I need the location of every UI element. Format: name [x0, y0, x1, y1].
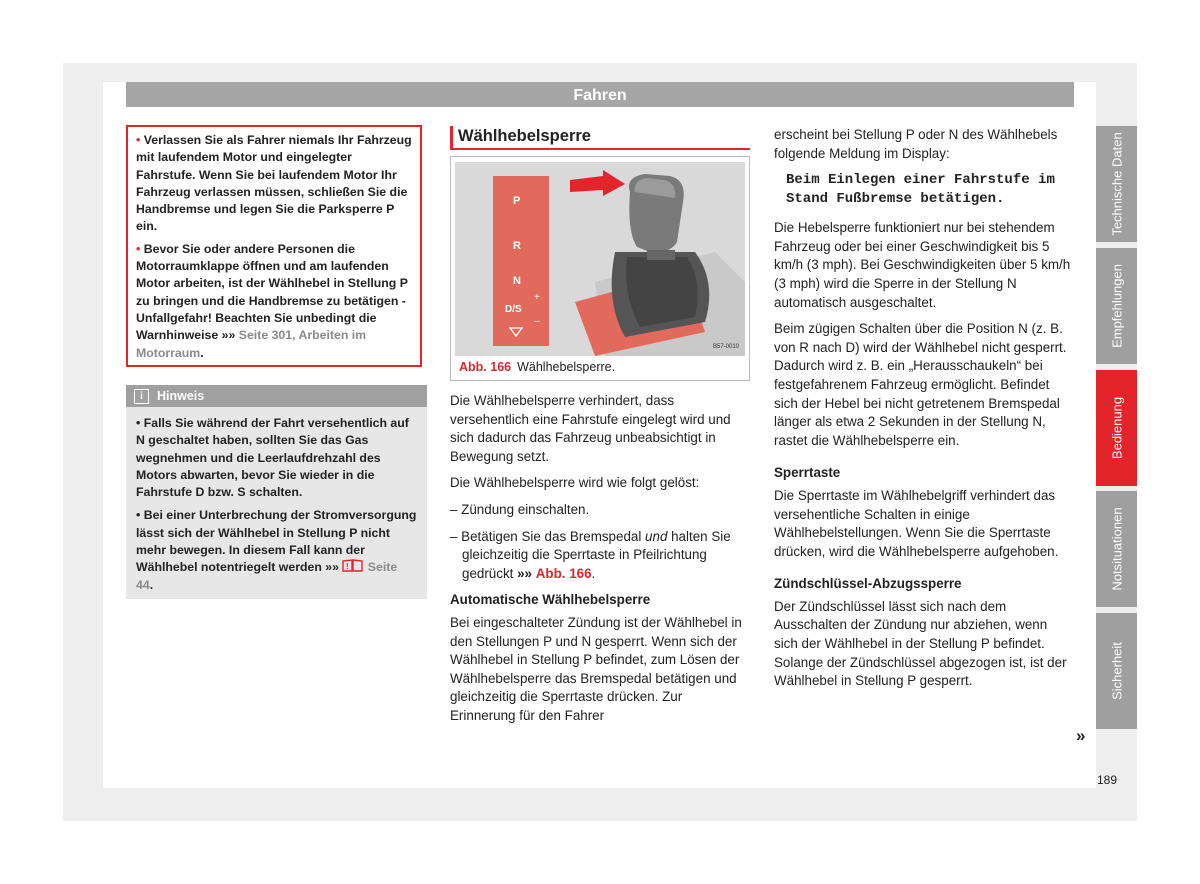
tab-empfehlungen[interactable]	[1096, 248, 1137, 364]
gear-label: +	[534, 292, 540, 303]
section-title-text: Wählhebelsperre	[458, 127, 591, 145]
display-message: Beim Einlegen einer Fahrstufe im Stand Fußbremse betätigen.	[786, 172, 1055, 208]
gear-panel	[493, 176, 549, 346]
step-item: – Betätigen Sie das Bremspedal und halten Sie gleichzeitig die Sperrtaste in Pfeilrichtung gedrückt »» Abb. 166.	[450, 528, 731, 581]
tab-label: Sicherheit	[1109, 642, 1124, 700]
tab-label: Empfehlungen	[1109, 264, 1124, 348]
warning-text: Verlassen Sie als Fahrer niemals Ihr Fahrzeug mit laufendem Motor und eingelegter Fahrstufe. Wenn Sie bei laufendem Motor Ihr Fahrzeug verlassen müssen, schließen Sie die Handbremse und legen Sie die Parksperre P ein.	[136, 133, 412, 234]
warning-item	[136, 132, 412, 236]
subheading: Zündschlüssel-Abzugssperre	[774, 576, 962, 592]
paragraph: Die Hebelsperre funktioniert nur bei stehendem Fahrzeug oder bei einer Geschwindigkeit bis 5 km/h (3 mph). Bei Geschwindigkeiten über 5 km/h (3 mph) wird die Sperre in der Stellung N automatisch ausgeschaltet.	[774, 220, 1071, 310]
gear-label: N	[513, 275, 521, 287]
selector-lever-illustration	[455, 162, 745, 356]
ref-arrow-icon: »»	[325, 560, 339, 575]
tab-notsituationen[interactable]	[1096, 491, 1137, 607]
figure-caption	[459, 360, 615, 374]
tab-sicherheit[interactable]	[1096, 613, 1137, 729]
figure-link[interactable]: Abb. 166	[535, 565, 592, 581]
continue-arrow-icon: »	[1076, 726, 1086, 745]
figure-166	[450, 156, 750, 381]
hint-link[interactable]: Seite 44	[136, 560, 398, 592]
paragraph: Der Zündschlüssel lässt sich nach dem Ausschalten der Zündung nur abziehen, wenn sich der Wählhebel in der Stellung P befindet. Solange der Zündschlüssel abgezogen ist, ist der Wählhebel in Stellung P gesperrt.	[774, 598, 1067, 689]
middle-column	[450, 392, 750, 734]
gear-label: D/S	[505, 304, 522, 315]
title-accent	[450, 126, 453, 148]
warning-link[interactable]: Seite 301, Arbeiten im Motorraum	[136, 328, 367, 360]
paragraph: Beim zügigen Schalten über die Position N (z. B. von R nach D) wird der Wählhebel nicht gesperrt. Dadurch wird z. B. ein „Herausschaukeln“ bei festgefahrenem Fahrzeug ermöglicht. Befindet sich der Hebel bei nicht getretenem Bremspedal länger als etwa 2 Sekunden in der Stellung N, rastet die Wählhebelsperre ein.	[774, 321, 1067, 448]
paragraph: Die Wählhebelsperre verhindert, dass versehentlich eine Fahrstufe eingelegt wird und sich dadurch das Fahrzeug unbeabsichtigt in Bewegung setzt.	[450, 393, 731, 464]
info-icon: i	[134, 389, 149, 404]
hint-box	[126, 385, 427, 599]
right-column	[774, 126, 1074, 699]
hint-header	[126, 385, 427, 407]
hint-item: • Falls Sie während der Fahrt versehentlich auf N geschaltet haben, sollten Sie das Gas wegnehmen und die Leerlaufdrehzahl des Motors abwarten, bevor Sie wieder in die Fahrstufe D bzw. S schalten.	[136, 416, 409, 500]
gear-label: P	[513, 195, 521, 207]
step-emphasis: und	[645, 528, 668, 544]
hint-end: .	[149, 577, 154, 592]
subheading: Sperrtaste	[774, 465, 841, 481]
tab-label: Technische Daten	[1109, 132, 1124, 236]
step-text: Zündung einschalten.	[461, 501, 590, 517]
paragraph: erscheint bei Stellung P oder N des Wählhebels folgende Meldung im Display:	[774, 127, 1058, 161]
paragraph: Bei eingeschalteter Zündung ist der Wählhebel in den Stellungen P und N gesperrt. Wenn sich der Wählhebel in Stellung P befindet, zum Lösen der Wählhebelsperre das Bremspedal betätigen und gleichzeitig die Sperrtaste drücken. Zur Erinnerung für den Fahrer	[450, 614, 742, 723]
hint-item: • Bei einer Unterbrechung der Stromversorgung lässt sich der Wählhebel in Stellung P nicht mehr bewegen. In diesem Fall kann der Wählhebel notentriegelt werden »» ! Seite 44.	[136, 508, 417, 592]
subheading: Automatische Wählhebelsperre	[450, 592, 651, 608]
warning-text: Bevor Sie oder andere Personen die Motorraumklappe öffnen und am laufenden Motor arbeiten, ist der Wählhebel in Stellung P zu bringen und die Handbremse zu betätigen - Unfallgefahr! Beachten Sie unbedingt die Warnhinweise	[136, 241, 408, 343]
warning-end: .	[200, 345, 204, 360]
chapter-header: Fahren	[126, 82, 1074, 107]
step-item: – Zündung einschalten.	[450, 501, 590, 517]
step-text: halten Sie gleichzeitig die Sperrtaste in Pfeilrichtung gedrückt	[462, 528, 731, 581]
book-warning-icon	[342, 559, 364, 572]
section-title	[450, 124, 750, 150]
figure-number: Abb. 166	[459, 360, 512, 374]
paragraph: Die Sperrtaste im Wählhebelgriff verhindert das versehentliche Schalten in einige Wählhebelstellungen. Wenn Sie die Sperrtaste drücken, wird die Wählhebelsperre aufgehoben.	[774, 487, 1059, 559]
hint-title: Hinweis	[157, 389, 205, 403]
bullet-icon: •	[136, 133, 141, 147]
ref-arrow-icon: »»	[517, 565, 532, 581]
figure-code: B57-0010	[713, 344, 740, 350]
bullet-icon: •	[136, 241, 141, 256]
tab-label: Notsituationen	[1109, 507, 1124, 591]
warning-item	[136, 241, 412, 362]
tab-label: Bedienung	[1109, 396, 1124, 460]
hint-text: Bei einer Unterbrechung der Stromversorgung lässt sich der Wählhebel in Stellung P nicht mehr bewegen. In diesem Fall kann der Wählhebel notentriegelt werden	[136, 508, 417, 575]
ref-arrow-icon: »»	[221, 328, 236, 343]
tab-bedienung[interactable]	[1096, 370, 1137, 486]
hint-text: Falls Sie während der Fahrt versehentlich auf N geschaltet haben, sollten Sie das Gas wegnehmen und die Leerlaufdrehzahl des Motors abwarten, bevor Sie wieder in die Fahrstufe D bzw. S schalten.	[136, 416, 409, 500]
figure-caption-text: Wählhebelsperre.	[517, 360, 616, 374]
tab-technische-daten[interactable]	[1096, 126, 1137, 242]
lever-drawing	[455, 162, 745, 356]
gear-label: R	[513, 240, 521, 252]
step-text: Betätigen Sie das Bremspedal	[461, 528, 646, 544]
gear-label: –	[534, 316, 540, 327]
warning-box	[126, 125, 422, 367]
hint-body	[126, 407, 427, 594]
paragraph: Die Wählhebelsperre wird wie folgt gelöst:	[450, 475, 700, 491]
page-number: 189	[1097, 773, 1118, 787]
svg-text:!: !	[346, 562, 350, 572]
